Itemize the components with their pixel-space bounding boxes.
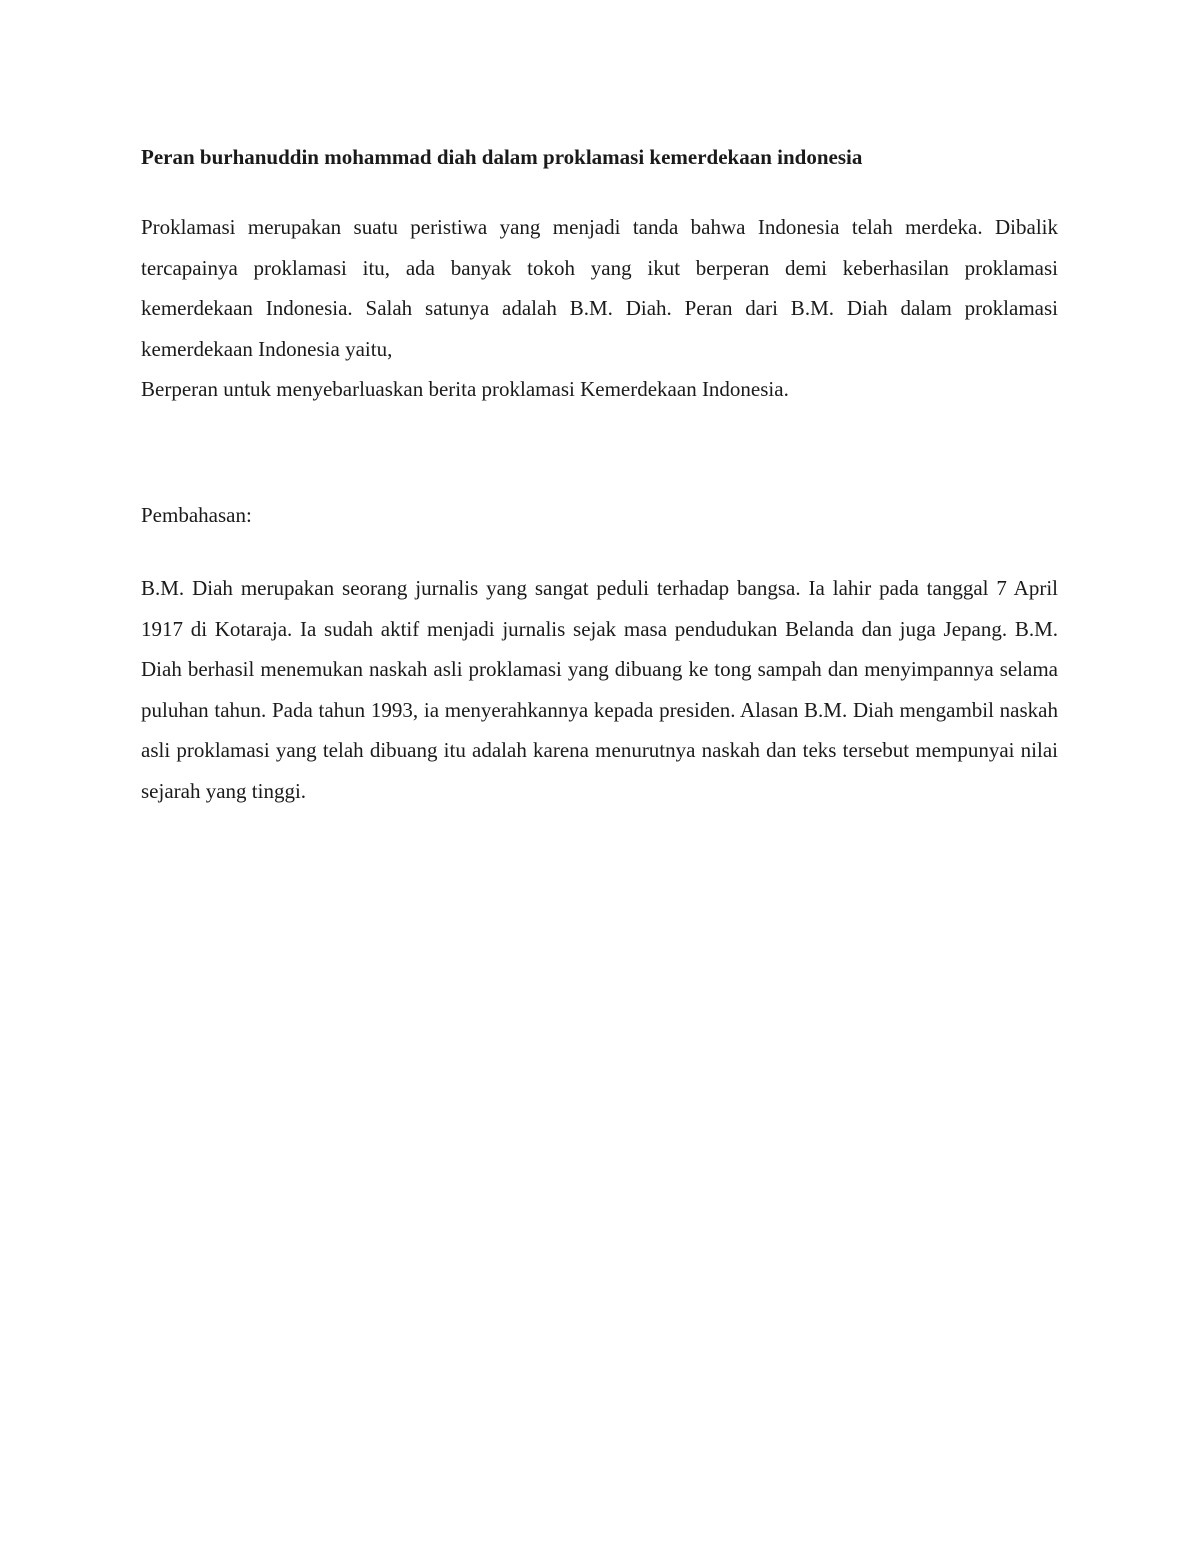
discussion-heading: Pembahasan: — [141, 502, 252, 527]
discussion-paragraph: B.M. Diah merupakan seorang jurnalis yang sangat peduli terhadap bangsa. Ia lahir pada tanggal 7 April 1917 di Kotaraja. Ia sudah aktif menjadi jurnalis sejak masa pendudukan Belanda dan juga Jepang. B.M. Diah berhasil menemukan naskah asli proklamasi yang dibuang ke tong sampah dan menyimpannya selama puluhan tahun. Pada tahun 1993, ia menyerahkannya kepada presiden. Alasan B.M. Diah mengambil naskah asli proklamasi yang telah dibuang itu adalah karena menurutnya naskah dan teks tersebut mempunyai nilai sejarah yang tinggi. — [141, 576, 1058, 803]
role-statement: Berperan untuk menyebarluaskan berita proklamasi Kemerdekaan Indonesia. — [141, 377, 789, 401]
document-body — [141, 141, 1058, 811]
intro-paragraph: Proklamasi merupakan suatu peristiwa yang menjadi tanda bahwa Indonesia telah merdeka. Dibalik tercapainya proklamasi itu, ada banyak tokoh yang ikut berperan demi keberhasilan proklamasi kemerdekaan Indonesia. Salah satunya adalah B.M. Diah. Peran dari B.M. Diah dalam proklamasi kemerdekaan Indonesia yaitu, — [141, 215, 1058, 361]
document-title: Peran burhanuddin mohammad diah dalam proklamasi kemerdekaan indonesia — [141, 145, 863, 169]
